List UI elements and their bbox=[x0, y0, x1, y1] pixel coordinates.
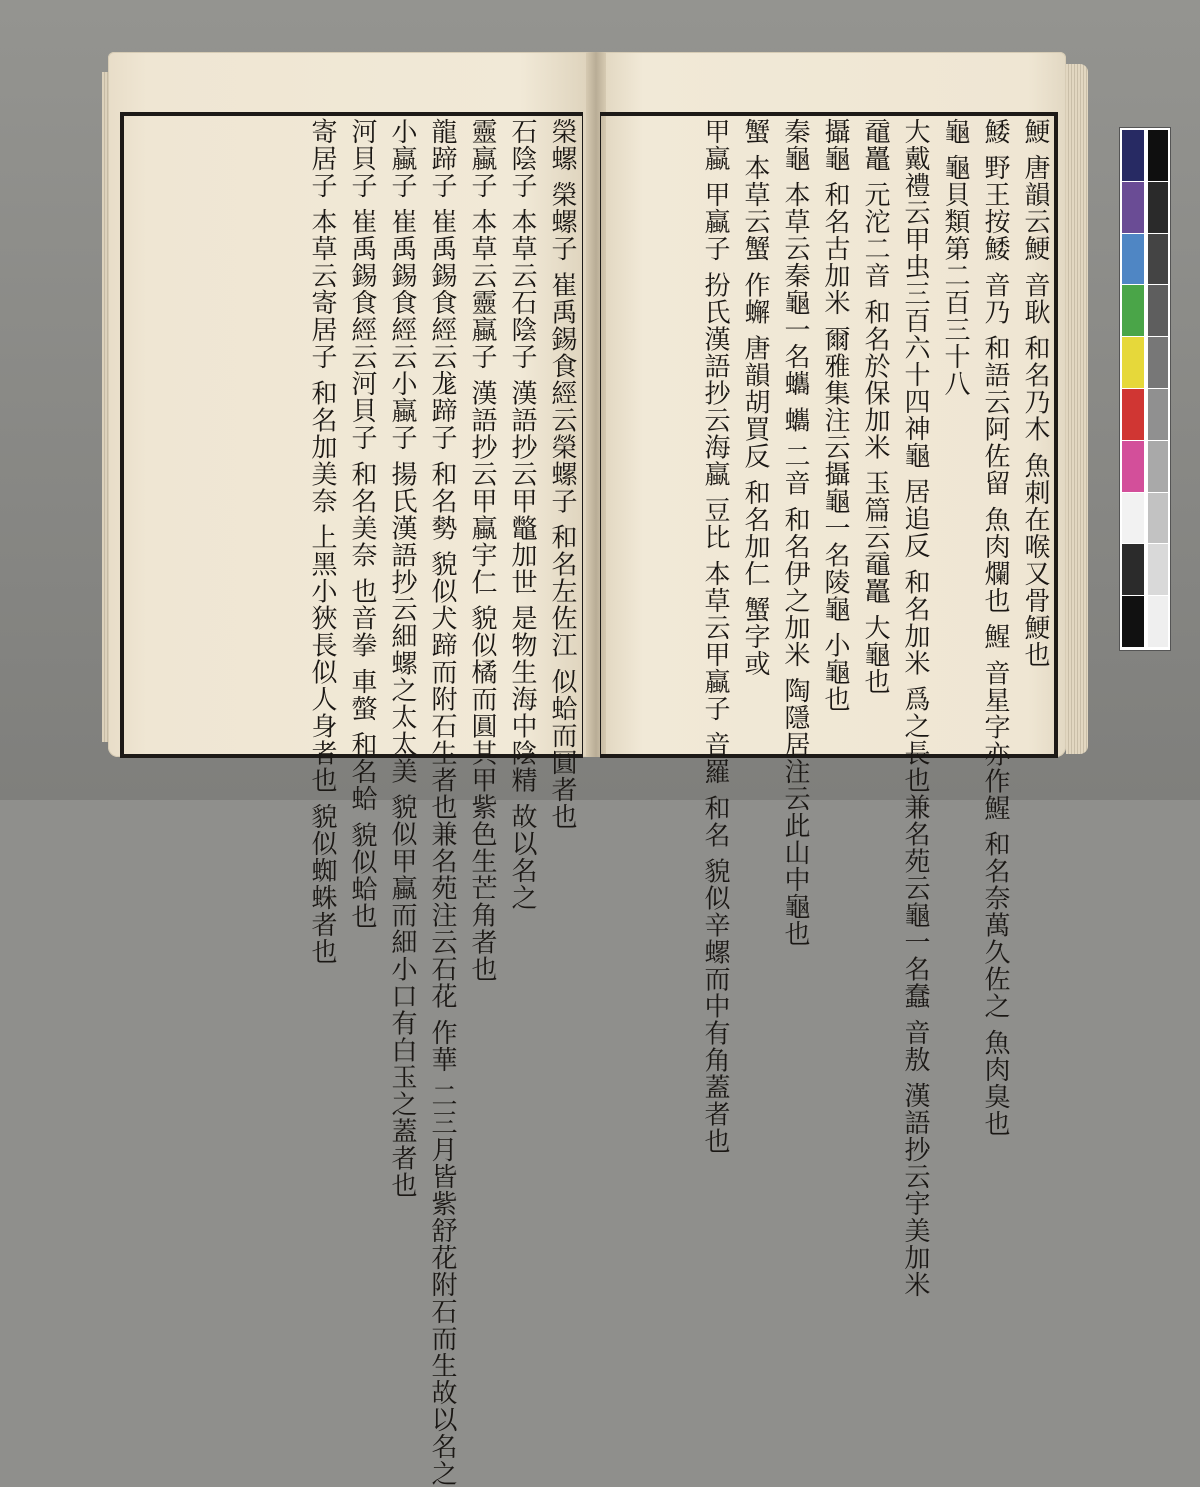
color-swatch bbox=[1122, 234, 1144, 285]
left-page-text bbox=[130, 118, 577, 1487]
open-book bbox=[108, 52, 1088, 1487]
color-swatch bbox=[1122, 182, 1144, 233]
text-column: 攝龜 和名古加米 爾雅集注云攝龜一名陵龜 小龜也 bbox=[820, 118, 850, 713]
color-swatch bbox=[1122, 285, 1144, 336]
text-column: 鯘 野王按鯘 音乃 和語云阿佐留 魚肉爛也 鯹 音星字亦作鯹 和名奈萬久佐之 魚肉臭也 bbox=[980, 118, 1010, 1138]
text-column: 石陰子 本草云石陰子 漢語抄云甲鼈加世 是物生海中陰精 故以名之 bbox=[507, 118, 537, 912]
text-column: 鯁 唐韻云鯁 音耿 和名乃木 魚刺在喉又骨鯁也 bbox=[1020, 118, 1050, 669]
gray-step bbox=[1148, 596, 1168, 647]
gray-step bbox=[1148, 544, 1168, 595]
text-column: 甲蠃 甲蠃子 扮氏漢語抄云海蠃 豆比 本草云甲蠃子 音羅 和名 貌似辛螺而中有角蓋者也 bbox=[700, 118, 730, 1155]
text-column: 蟹 本草云蟹 作蠏 唐韻胡買反 和名加仁 蟹字或 bbox=[740, 118, 770, 678]
text-column: 靈蠃子 本草云靈蠃子 漢語抄云甲蠃宇仁 貌似橘而圓其甲紫色生芒角者也 bbox=[467, 118, 497, 983]
color-swatch bbox=[1122, 130, 1144, 181]
text-column: 黿鼉 元沱二音 和名於保加米 玉篇云黿鼉 大龜也 bbox=[860, 118, 890, 696]
gray-step bbox=[1148, 182, 1168, 233]
color-swatch bbox=[1122, 493, 1144, 544]
text-column: 小蠃子 崔禹錫食經云小蠃子 揚氏漢語抄云細螺之太太美 貌似甲蠃而細小口有白玉之蓋者也 bbox=[387, 118, 417, 1199]
color-swatch bbox=[1122, 544, 1144, 595]
gray-step bbox=[1148, 337, 1168, 388]
gray-step bbox=[1148, 441, 1168, 492]
color-swatch bbox=[1122, 441, 1144, 492]
color-swatch bbox=[1122, 596, 1144, 647]
text-column: 龍蹄子 崔禹錫食經云尨蹄子 和名勢 貌似犬蹄而附石生者也兼名苑注云石花 作華 二三月皆紫舒花附石而生故以名之 bbox=[427, 118, 457, 1487]
color-swatch bbox=[1122, 337, 1144, 388]
color-swatch bbox=[1122, 389, 1144, 440]
gray-step bbox=[1148, 493, 1168, 544]
text-column: 榮螺 榮螺子 崔禹錫食經云榮螺子 和名左佐江 似蛤而圓者也 bbox=[547, 118, 577, 831]
gray-step bbox=[1148, 285, 1168, 336]
right-page-edge bbox=[1066, 64, 1088, 754]
right-page-text bbox=[608, 118, 1050, 1299]
color-checker bbox=[1120, 128, 1170, 650]
gray-step bbox=[1148, 389, 1168, 440]
text-column: 寄居子 本草云寄居子 和名加美奈 上黑小狹長似人身者也 貌似蜘蛛者也 bbox=[307, 118, 337, 966]
gray-step bbox=[1148, 234, 1168, 285]
gray-step bbox=[1148, 130, 1168, 181]
text-column: 河貝子 崔禹錫食經云河貝子 和名美奈 也音拳 車螫 和名蛤 貌似蛤也 bbox=[347, 118, 377, 930]
text-column: 龜 龜貝類第二百三十八 bbox=[940, 118, 970, 398]
text-column: 大戴禮云甲虫三百六十四神龜 居追反 和名加米 爲之長也兼名苑云龜一名蠢 音敖 漢語抄云宇美加米 bbox=[900, 118, 930, 1299]
text-column: 秦龜 本草云秦龜一名蠵 蠵 二音 和名伊之加米 陶隱居注云此山中龜也 bbox=[780, 118, 810, 948]
